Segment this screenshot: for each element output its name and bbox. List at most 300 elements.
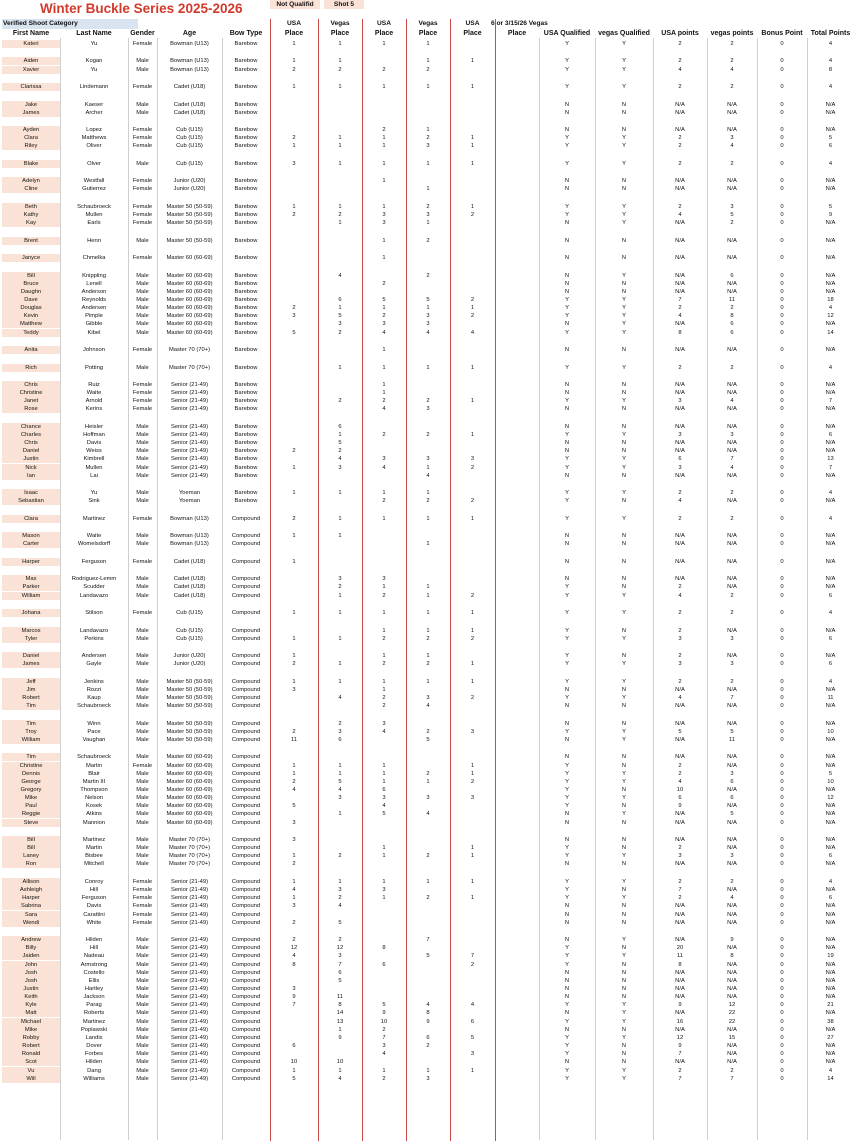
cell-gender: Male — [136, 961, 149, 968]
grid-divider — [222, 38, 223, 1140]
cell-vegas-place-1: 5 — [338, 977, 342, 984]
cell-vegas-qualified: Y — [622, 795, 626, 802]
cell-usa-place-1 — [270, 794, 318, 802]
cell-vegas-points: 7 — [730, 456, 734, 463]
cell-vegas-points: N/A — [727, 720, 737, 727]
cell-first-name: Clara — [2, 515, 60, 523]
cell-total-points: N/A — [825, 977, 836, 984]
cell-usa-place-3 — [450, 558, 495, 566]
table-row — [2, 944, 854, 952]
cell-usa-place-1: 1 — [292, 464, 296, 471]
cell-usa-points: 3 — [678, 853, 682, 860]
cell-place-extra — [495, 254, 539, 262]
cell-vegas-points: N/A — [727, 109, 737, 116]
cell-vegas-qualified: Y — [622, 212, 626, 219]
cell-total-points: N/A — [825, 754, 836, 761]
cell-bonus-point: 0 — [780, 143, 784, 150]
cell-vegas-qualified: N — [621, 911, 627, 918]
cell-last-name: Davis — [86, 440, 102, 447]
cell-vegas-place-1 — [318, 346, 362, 354]
cell-bow-type: Compound — [231, 1043, 261, 1050]
cell-usa-points: 4 — [678, 592, 682, 599]
cell-bow-type: Barebow — [234, 381, 258, 388]
cell-usa-qualified: N — [564, 986, 570, 992]
cell-bow-type: Compound — [231, 837, 261, 843]
header-vegas-qualified: vegas Qualified — [598, 30, 650, 37]
cell-vegas-place-1: 12 — [336, 945, 344, 952]
cell-vegas-place-1 — [318, 381, 362, 389]
cell-vegas-place-1: 2 — [338, 329, 342, 336]
cell-vegas-qualified: N — [621, 472, 627, 479]
cell-bonus-point: 0 — [780, 135, 784, 142]
cell-first-name: Troy — [2, 728, 60, 736]
table-row — [2, 736, 854, 744]
cell-last-name: Henn — [87, 237, 101, 244]
cell-usa-qualified: N — [564, 937, 570, 944]
cell-bonus-point: 0 — [780, 977, 784, 984]
cell-total-points: 6 — [828, 853, 833, 860]
cell-total-points: 4 — [828, 160, 833, 167]
cell-vegas-place-2: 1 — [426, 778, 430, 785]
cell-first-name: William — [2, 592, 60, 600]
cell-age: Cub (U15) — [176, 143, 203, 150]
table-row — [2, 211, 854, 219]
cell-usa-place-1: 2 — [292, 448, 296, 455]
cell-vegas-points: N/A — [727, 448, 737, 455]
cell-usa-qualified: Y — [565, 398, 569, 405]
table-row — [2, 583, 854, 591]
cell-vegas-place-2: 1 — [426, 160, 430, 167]
cell-bonus-point: 0 — [780, 1002, 784, 1009]
cell-usa-points: N/A — [675, 381, 685, 388]
cell-usa-place-1 — [270, 320, 318, 328]
cell-vegas-qualified: N — [621, 986, 627, 992]
cell-vegas-points: N/A — [727, 861, 737, 868]
cell-bonus-point: 0 — [780, 203, 784, 210]
cell-vegas-points: 6 — [730, 272, 734, 279]
cell-vegas-place-1 — [318, 819, 362, 827]
table-row — [2, 346, 854, 354]
cell-last-name: Martinez — [82, 1018, 106, 1025]
cell-usa-place-1: 1 — [292, 878, 296, 885]
header-gender: Gender — [130, 30, 155, 37]
cell-age: Bowman (U13) — [170, 533, 209, 540]
grid-divider — [653, 38, 654, 1140]
cell-usa-qualified: Y — [565, 1002, 569, 1009]
cell-usa-place-2: 1 — [382, 490, 386, 497]
cell-age: Bowman (U13) — [170, 541, 209, 548]
cell-usa-place-2: 2 — [382, 592, 386, 599]
cell-vegas-qualified: N — [621, 627, 627, 634]
header-top-usa-place-2: USA — [377, 20, 391, 27]
grid-divider — [539, 38, 540, 1140]
cell-vegas-place-1: 6 — [338, 423, 342, 430]
cell-total-points: N/A — [825, 472, 836, 479]
cell-vegas-qualified: N — [621, 919, 627, 926]
cell-usa-qualified: Y — [565, 770, 569, 777]
cell-usa-points: 9 — [678, 803, 682, 810]
cell-usa-qualified: Y — [565, 778, 569, 785]
cell-usa-qualified: Y — [565, 1034, 569, 1041]
cell-last-name: Knippling — [82, 272, 106, 279]
table-row — [2, 1075, 854, 1083]
cell-usa-place-2 — [362, 109, 406, 117]
cell-place-extra — [495, 852, 539, 860]
cell-total-points: 6 — [828, 635, 833, 642]
cell-usa-place-1: 1 — [292, 58, 296, 65]
cell-usa-place-3 — [450, 439, 495, 447]
cell-vegas-qualified: Y — [622, 1010, 626, 1017]
cell-usa-place-2: 3 — [382, 720, 386, 727]
cell-usa-place-2: 1 — [382, 678, 386, 685]
cell-usa-place-2: 1 — [382, 41, 386, 47]
cell-usa-points: 7 — [678, 1075, 682, 1082]
cell-place-extra — [495, 439, 539, 447]
cell-last-name: Andersen — [81, 305, 107, 312]
cell-gender: Male — [136, 1026, 149, 1033]
cell-vegas-points: N/A — [727, 381, 737, 388]
cell-vegas-qualified: Y — [622, 305, 626, 312]
cell-vegas-points: 5 — [730, 728, 734, 735]
cell-vegas-points: 2 — [730, 878, 734, 885]
cell-vegas-place-1 — [318, 288, 362, 296]
cell-usa-place-1 — [270, 389, 318, 397]
cell-vegas-points: 5 — [730, 811, 734, 818]
cell-usa-place-3: 1 — [470, 398, 475, 405]
cell-usa-place-3: 1 — [470, 143, 475, 150]
cell-bonus-point: 0 — [780, 686, 784, 693]
cell-total-points: N/A — [825, 101, 836, 108]
cell-total-points: N/A — [825, 736, 836, 743]
cell-vegas-place-1 — [318, 652, 362, 660]
table-row — [2, 902, 854, 910]
cell-total-points: 6 — [828, 895, 833, 902]
cell-usa-place-2: 1 — [382, 653, 386, 660]
cell-vegas-place-1: 4 — [338, 1075, 342, 1082]
cell-usa-qualified: Y — [565, 498, 569, 505]
cell-place-extra — [495, 860, 539, 868]
cell-vegas-place-1: 1 — [338, 678, 342, 685]
cell-vegas-points: 4 — [730, 66, 734, 73]
cell-usa-points: 10 — [676, 786, 684, 793]
table-row — [2, 728, 854, 736]
cell-age: Master 70 (70+) — [168, 861, 211, 868]
cell-first-name: Harper — [2, 558, 60, 566]
cell-total-points: 8 — [828, 66, 833, 73]
cell-age: Master 60 (60-69) — [166, 795, 213, 802]
cell-place-extra — [495, 219, 539, 227]
cell-vegas-points: N/A — [727, 1051, 737, 1058]
cell-usa-place-3 — [450, 819, 495, 827]
cell-usa-place-3 — [450, 977, 495, 985]
header-usa-points: USA points — [661, 30, 699, 37]
cell-age: Senior (21-49) — [170, 381, 209, 388]
cell-usa-place-2: 1 — [382, 305, 386, 312]
cell-bonus-point: 0 — [780, 762, 784, 769]
cell-place-extra — [495, 558, 539, 566]
table-row — [2, 431, 854, 439]
cell-bow-type: Barebow — [234, 423, 258, 430]
cell-first-name: Mason — [2, 532, 60, 540]
cell-first-name: Vu — [2, 1067, 60, 1075]
table-row — [2, 810, 854, 818]
cell-bonus-point: 0 — [780, 635, 784, 642]
cell-age: Master 60 (60-69) — [166, 272, 213, 279]
cell-bonus-point: 0 — [780, 255, 784, 262]
cell-first-name: Johana — [2, 609, 60, 617]
cell-usa-qualified: N — [564, 576, 570, 583]
cell-usa-qualified: Y — [565, 143, 569, 150]
cell-usa-place-2: 3 — [382, 1043, 386, 1050]
cell-age: Cub (U15) — [176, 135, 203, 142]
cell-vegas-place-1: 1 — [338, 1026, 342, 1033]
cell-vegas-points: 4 — [730, 143, 734, 150]
cell-vegas-qualified: N — [621, 837, 627, 843]
cell-first-name: John — [2, 961, 60, 969]
cell-bow-type: Compound — [231, 720, 261, 727]
cell-usa-points: N/A — [675, 101, 685, 108]
cell-last-name: Pimple — [85, 313, 103, 320]
cell-usa-place-1 — [270, 844, 318, 852]
table-row — [2, 770, 854, 778]
table-row — [2, 993, 854, 1001]
cell-gender: Male — [136, 853, 149, 860]
cell-vegas-place-1 — [318, 185, 362, 193]
table-row — [2, 1067, 854, 1075]
cell-usa-points: 8 — [678, 961, 682, 968]
cell-usa-points: N/A — [675, 220, 685, 227]
table-row — [2, 977, 854, 985]
cell-vegas-qualified: N — [621, 448, 627, 455]
cell-usa-qualified: Y — [565, 627, 569, 634]
cell-age: Master 50 (50-59) — [166, 736, 213, 743]
cell-vegas-place-1: 1 — [338, 515, 342, 522]
cell-first-name: Robert — [2, 1042, 60, 1050]
cell-usa-points: 7 — [678, 1051, 682, 1058]
cell-bonus-point: 0 — [780, 464, 784, 471]
cell-bow-type: Barebow — [234, 313, 258, 320]
cell-usa-place-3 — [450, 786, 495, 794]
cell-usa-qualified: Y — [565, 464, 569, 471]
cell-last-name: Perkins — [84, 635, 104, 642]
cell-vegas-place-2: 2 — [426, 237, 430, 244]
cell-usa-place-2 — [362, 439, 406, 447]
cell-usa-place-2: 6 — [382, 786, 386, 793]
cell-usa-qualified: Y — [565, 160, 569, 167]
cell-vegas-points: 5 — [730, 212, 734, 219]
cell-vegas-place-1: 3 — [338, 728, 342, 735]
cell-first-name: Matthew — [2, 320, 60, 328]
cell-first-name: Dave — [2, 296, 60, 304]
cell-usa-qualified: Y — [565, 845, 569, 852]
cell-usa-points: 8 — [678, 329, 682, 336]
cell-usa-place-2: 7 — [382, 1034, 386, 1041]
cell-usa-place-2: 1 — [382, 135, 386, 142]
table-row — [2, 381, 854, 389]
cell-total-points: N/A — [825, 1026, 836, 1033]
cell-vegas-points: N/A — [727, 845, 737, 852]
cell-last-name: Kaeser — [84, 101, 104, 108]
cell-vegas-qualified: Y — [622, 661, 626, 668]
cell-first-name: Jaiden — [2, 952, 60, 960]
cell-gender: Female — [132, 203, 153, 210]
cell-bonus-point: 0 — [780, 903, 784, 910]
cell-vegas-points: N/A — [727, 837, 737, 843]
table-row — [2, 66, 854, 74]
cell-total-points: N/A — [825, 440, 836, 447]
cell-vegas-place-1: 1 — [338, 305, 342, 312]
cell-bonus-point: 0 — [780, 406, 784, 413]
cell-usa-place-1: 3 — [292, 686, 296, 693]
cell-usa-points: N/A — [675, 237, 685, 244]
cell-vegas-place-2 — [406, 381, 450, 389]
cell-vegas-qualified: N — [621, 686, 627, 693]
cell-age: Senior (21-49) — [170, 1034, 209, 1041]
cell-bonus-point: 0 — [780, 347, 784, 354]
cell-place-extra — [495, 678, 539, 686]
cell-vegas-points: N/A — [727, 919, 737, 926]
cell-vegas-place-2: 3 — [426, 406, 430, 413]
cell-usa-place-2 — [362, 288, 406, 296]
cell-last-name: Gayle — [86, 661, 102, 668]
cell-total-points: 14 — [827, 1075, 834, 1082]
cell-usa-place-2 — [362, 753, 406, 761]
cell-gender: Male — [136, 490, 149, 497]
cell-vegas-qualified: N — [621, 186, 627, 193]
cell-usa-place-3 — [450, 1058, 495, 1066]
cell-last-name: Matthews — [81, 135, 107, 142]
table-row — [2, 126, 854, 134]
cell-bonus-point: 0 — [780, 272, 784, 279]
cell-bow-type: Compound — [231, 953, 261, 960]
cell-age: Master 60 (60-69) — [166, 255, 213, 262]
cell-total-points: N/A — [825, 945, 836, 952]
cell-total-points: N/A — [825, 321, 836, 328]
cell-vegas-points: 7 — [730, 1075, 734, 1082]
cell-place-extra — [495, 819, 539, 827]
cell-age: Junior (U20) — [173, 178, 206, 185]
cell-usa-place-3: 2 — [470, 695, 475, 701]
cell-usa-qualified: N — [564, 994, 570, 1001]
cell-usa-place-1 — [270, 423, 318, 431]
cell-total-points: 18 — [827, 297, 834, 303]
cell-gender: Male — [136, 686, 149, 693]
cell-bonus-point: 0 — [780, 803, 784, 810]
cell-total-points: N/A — [825, 1051, 836, 1058]
cell-bonus-point: 0 — [780, 576, 784, 583]
cell-vegas-qualified: N — [621, 861, 627, 868]
table-row — [2, 1001, 854, 1009]
cell-usa-place-2: 3 — [382, 795, 386, 802]
cell-place-extra — [495, 844, 539, 852]
cell-vegas-qualified: N — [621, 762, 627, 769]
cell-vegas-points: N/A — [727, 423, 737, 430]
cell-first-name: Kateri — [2, 40, 60, 48]
cell-bonus-point: 0 — [780, 160, 784, 167]
cell-total-points: 4 — [828, 41, 833, 47]
cell-usa-place-3: 3 — [470, 456, 475, 463]
cell-gender: Female — [132, 212, 153, 219]
cell-age: Master 50 (50-59) — [166, 695, 213, 701]
cell-vegas-qualified: Y — [622, 329, 626, 336]
header-last-name: Last Name — [76, 30, 112, 37]
cell-vegas-qualified: Y — [622, 160, 626, 167]
cell-age: Cadet (U18) — [173, 84, 206, 91]
cell-bow-type: Barebow — [234, 406, 258, 413]
cell-usa-qualified: N — [564, 686, 570, 693]
cell-usa-place-3: 1 — [470, 678, 475, 685]
cell-vegas-place-1: 2 — [338, 398, 342, 405]
grid-divider — [707, 38, 708, 1140]
cell-usa-qualified: N — [564, 178, 570, 185]
cell-usa-place-1: 2 — [292, 66, 296, 73]
cell-gender: Male — [136, 313, 149, 320]
cell-usa-place-3: 3 — [470, 1051, 475, 1058]
cell-usa-points: 2 — [678, 84, 682, 91]
cell-vegas-qualified: N — [621, 406, 627, 413]
cell-bonus-point: 0 — [780, 66, 784, 73]
cell-vegas-place-2: 2 — [426, 135, 430, 142]
cell-vegas-place-2 — [406, 575, 450, 583]
table-row — [2, 489, 854, 497]
cell-vegas-place-2: 2 — [426, 272, 430, 279]
cell-last-name: Hilden — [85, 1059, 103, 1066]
cell-vegas-place-1 — [318, 126, 362, 134]
cell-usa-place-3 — [450, 447, 495, 455]
cell-gender: Male — [136, 160, 149, 167]
cell-place-extra — [495, 575, 539, 583]
cell-first-name: Anita — [2, 346, 60, 354]
cell-vegas-place-1: 6 — [338, 736, 342, 743]
cell-bow-type: Compound — [231, 845, 261, 852]
cell-age: Senior (21-49) — [170, 994, 209, 1001]
cell-vegas-qualified: N — [621, 887, 627, 894]
table-row — [2, 1034, 854, 1042]
cell-gender: Male — [136, 728, 149, 735]
cell-usa-place-2: 1 — [382, 347, 386, 354]
cell-vegas-place-2 — [406, 1058, 450, 1066]
cell-total-points: 10 — [827, 778, 834, 785]
cell-total-points: N/A — [825, 255, 836, 262]
cell-place-extra — [495, 423, 539, 431]
cell-bow-type: Compound — [231, 653, 261, 660]
cell-vegas-place-1 — [318, 911, 362, 919]
cell-vegas-place-2: 2 — [426, 66, 430, 73]
cell-usa-points: N/A — [675, 448, 685, 455]
cell-usa-place-1: 1 — [292, 770, 296, 777]
cell-vegas-place-2: 3 — [426, 456, 430, 463]
cell-first-name: Kyle — [2, 1001, 60, 1009]
cell-gender: Male — [136, 937, 149, 944]
cell-vegas-qualified: Y — [622, 41, 626, 47]
cell-place-extra — [495, 762, 539, 770]
cell-bonus-point: 0 — [780, 541, 784, 548]
cell-vegas-place-2: 1 — [426, 220, 430, 227]
cell-total-points: 4 — [828, 1067, 833, 1074]
cell-usa-qualified: N — [564, 754, 570, 761]
table-row — [2, 753, 854, 761]
cell-age: Senior (21-49) — [170, 878, 209, 885]
cell-last-name: Lindemann — [79, 84, 109, 91]
cell-total-points: 10 — [827, 728, 834, 735]
cell-vegas-place-2: 1 — [426, 1067, 430, 1074]
cell-vegas-place-2 — [406, 439, 450, 447]
cell-age: Cub (U15) — [176, 127, 203, 134]
cell-usa-place-1: 2 — [292, 919, 296, 926]
cell-vegas-place-2: 2 — [426, 398, 430, 405]
cell-vegas-place-1: 1 — [338, 770, 342, 777]
cell-place-extra — [495, 794, 539, 802]
